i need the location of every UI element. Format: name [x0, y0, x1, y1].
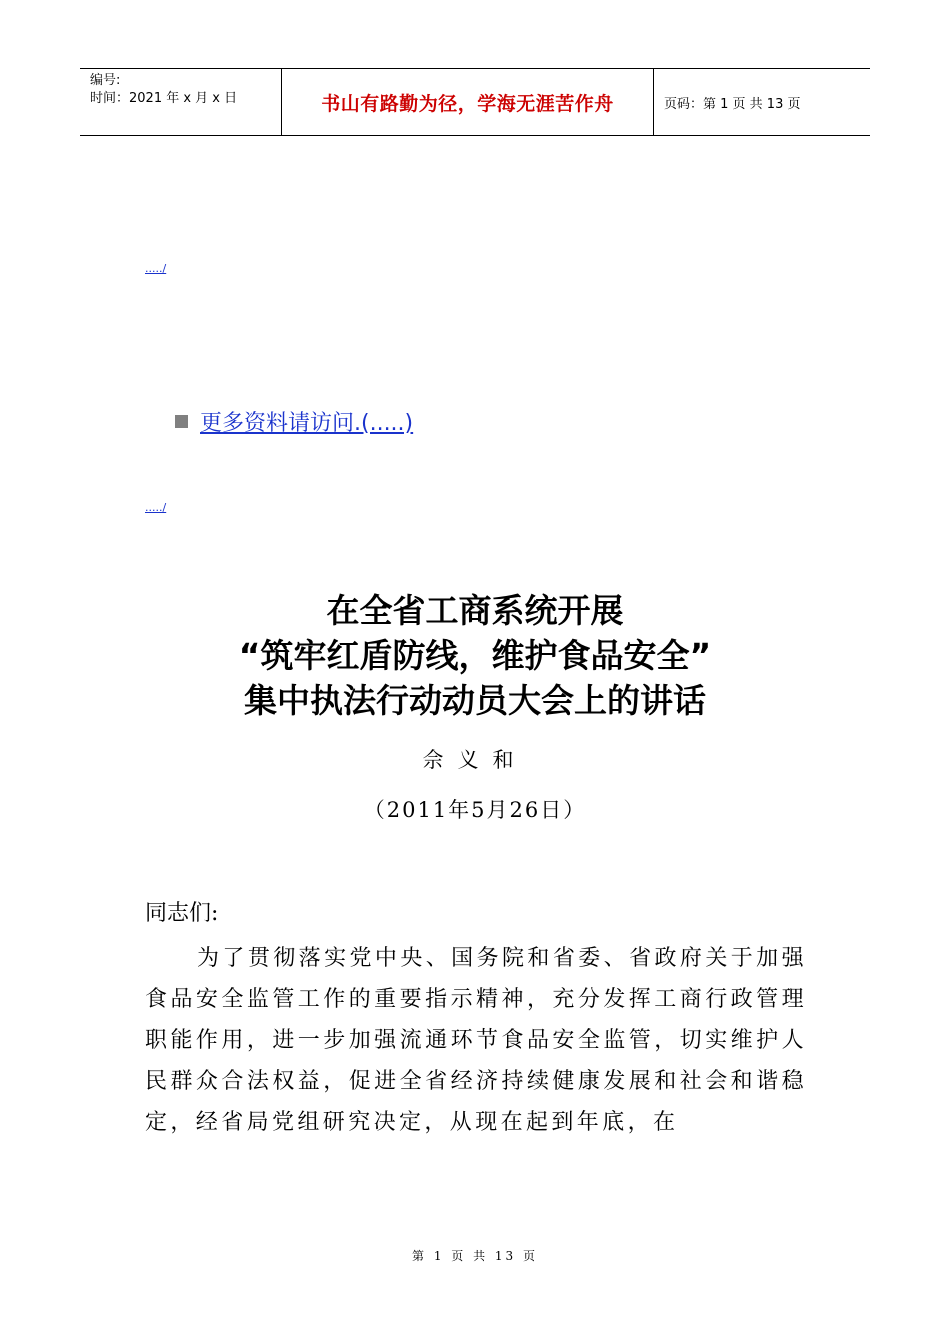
document-title: [0, 588, 950, 723]
time-label: 时间：2021 年 x 月 x 日: [90, 91, 238, 106]
greeting: 同志们:: [145, 901, 219, 926]
second-link[interactable]: ...../: [145, 501, 167, 514]
page-footer: 第 1 页 共 13 页: [412, 1249, 538, 1263]
more-info-link[interactable]: 更多资料请访问.(.....): [200, 411, 414, 436]
top-link[interactable]: ...../: [145, 262, 167, 275]
document-header: [80, 68, 870, 136]
square-bullet-icon: [175, 415, 188, 428]
more-info-line: [175, 406, 413, 437]
speech-date: （2011年5月26日）: [363, 798, 587, 822]
title-line-2: “筑牢红盾防线，维护食品安全”: [238, 636, 712, 675]
author-name: 佘义和: [422, 748, 528, 772]
serial-label: 编号:: [90, 73, 121, 88]
title-line-3: 集中执法行动动员大会上的讲话: [244, 681, 706, 720]
body-paragraph: 为了贯彻落实党中央、国务院和省委、省政府关于加强食品安全监管工作的重要指示精神，充分发挥工商行政管理职能作用，进一步加强流通环节食品安全监管，切实维护人民群众合法权益，促进全省经济持续健康发展和社会和谐稳定，经省局党组研究决定，从现在起到年底，在: [145, 946, 807, 1135]
header-page-info: 页码：第 1 页 共 13 页: [664, 96, 801, 112]
header-meta-cell: [80, 69, 282, 135]
header-motto: 书山有路勤为径，学海无涯苦作舟: [282, 69, 654, 135]
title-line-1: 在全省工商系统开展: [326, 591, 624, 630]
